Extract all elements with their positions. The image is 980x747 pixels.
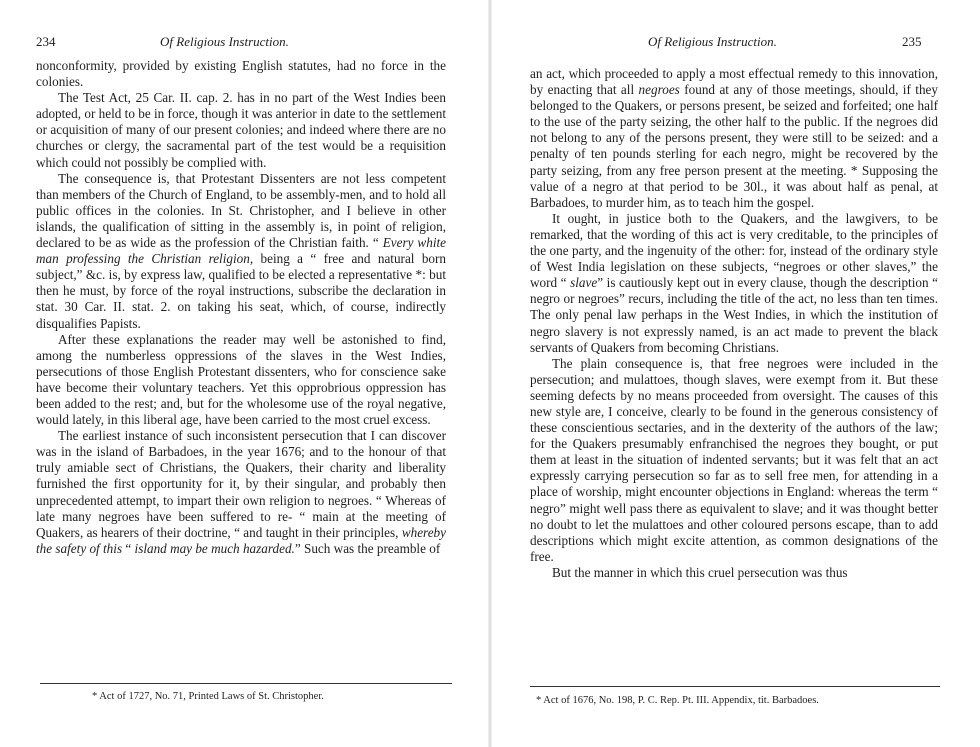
italic-quote: Every white man professing the Christian religion, [36,235,446,267]
text-run: The consequence is, that Protestant Dissenters are not less competent than members of the Church of England, to be assembly-men, and to hold all public offices in the colonies. In St. Christopher, and I believe in other islands, the qualification of sitting in the assembly is, in point of religion, declared to be as wide as the profession of the Christian faith. “ [36,170,446,251]
left-page-body [36,58,446,557]
right-running-title: Of Religious Instruction. [648,34,777,49]
left-running-title: Of Religious Instruction. [160,34,289,49]
paragraph: After these explanations the reader may well be astonished to find, among the numberless oppressions of the slaves in the West Indies, persecutions of those English Protestant dissenters, who for conscience sake have become their voluntary teachers. Yet this opprobrious oppression has been added to the rest; and, but for the wholesome use of the royal negative, would lately, in this liberal age, have been carried to the most cruel excess. [36,331,446,428]
left-page-number: 234 [36,34,56,49]
italic-quote: whereby the safety of this [36,524,446,556]
paragraph: The plain consequence is, that free negroes were included in the persecution; and mulattoes, though slaves, were exempt from it. But these seeming defects by no means proceeded from oversight. The causes of this new style are, I conceive, clearly to be found in the generous consistency of these conscientious sectaries, and in the dexterity of the authors of the law; for the Quakers presumably enfranchised the negroes they bought, or put them at least in the situation of indented servants; but it was felt that an act expressly carrying persecution so far as to sell free men, for attending in a place of worship, might encounter objections in England: whereas the term “ negro” might well pass there as equivalent to slave; and it was thought better no doubt to let the mulattoes and other coloured persons escape, than to add descriptions which might excite attention, as common designations of the free. [530,355,938,564]
italic-word: negroes [638,82,680,98]
text-run: being a “ free and natural born subject,” &c. is, by express law, qualified to be elected a representative *: but then he must, by force of the royal instructions, subscribe the declaration in stat. 30 Car. II. stat. 2. on taking his seat, which, of course, indirectly disqualifies Papists. [36,251,446,331]
footnote-rule [40,683,452,684]
text-run: an act, which proceeded to apply a most effectual remedy to this innovation, by enacting that all [530,66,938,98]
paragraph [530,66,938,211]
text-run: ” is cautiously kept out in every clause, though the description “ negro or negroes” recurs, including the title of the act, no less than ten times. The only penal law perhaps in the West Indies, in which the institution of negro slavery is not expressly named, is an act made to prevent the black servants of Quakers from becoming Christians. [530,275,938,355]
text-run: ” Such was the preamble of [294,540,441,556]
italic-quote: island may be much hazarded. [134,540,295,556]
paragraph [36,428,446,557]
paragraph: nonconformity, provided by existing English statutes, had no force in the colonies. [36,58,446,90]
text-run: found at any of those meetings, should, if they belonged to the Quakers, or persons present, be seized and forfeited; one half to the use of the party seizing, the other half to the public. If the negroes did not belong to any of the persons present, they were still to be seized: and a penalty of ten pounds sterling for each negro, might be recovered by the party seizing, from any free person present at the meeting. * Supposing the value of a negro at that period to be 30l., it was about half as penal, at Barbadoes, to murder him, as to teach him the gospel. [530,82,938,210]
paragraph [530,211,938,356]
left-footnote: * Act of 1727, No. 71, Printed Laws of St. Christopher. [92,691,324,702]
text-run: “ [122,540,135,556]
right-footnote: * Act of 1676, No. 198, P. C. Rep. Pt. III. Appendix, tit. Barbadoes. [536,695,819,706]
text-run: The earliest instance of such inconsistent persecution that I can discover was in the island of Barbadoes, in the year 1676; and to the honour of that truly amiable sect of Christians, the Quakers, their charity and liberality furnished the first opportunity for it, by their singular, and probably then unprecedented attempt, to impart their own religion to negroes. “ Whereas of late many negroes have been suffered to re- “ main at the meeting of Quakers, as hearers of their doctrine, “ and taught in their principles, [36,428,446,540]
right-page-body [530,66,938,581]
paragraph [36,171,446,332]
paragraph: The Test Act, 25 Car. II. cap. 2. has in no part of the West Indies been adopted, or held to be in force, though it was anterior in date to the settlement or acquisition of many of our present colonies; and indeed where there are no churches or clergy, the sacramental part of the test would be a requisition which could not possibly be complied with. [36,90,446,170]
right-page-number: 235 [902,34,922,49]
paragraph: But the manner in which this cruel persecution was thus [552,564,848,580]
text-run: It ought, in justice both to the Quakers, and the lawgivers, to be remarked, that the wording of this act is very creditable, to the principles of the one party, and the ingenuity of the other: for, instead of the ordinary style of West India legislation on these subjects, “negroes or other slaves,” the word “ [530,210,938,291]
italic-word: slave [570,275,598,291]
right-page [490,0,980,747]
footnote-rule [530,686,940,687]
